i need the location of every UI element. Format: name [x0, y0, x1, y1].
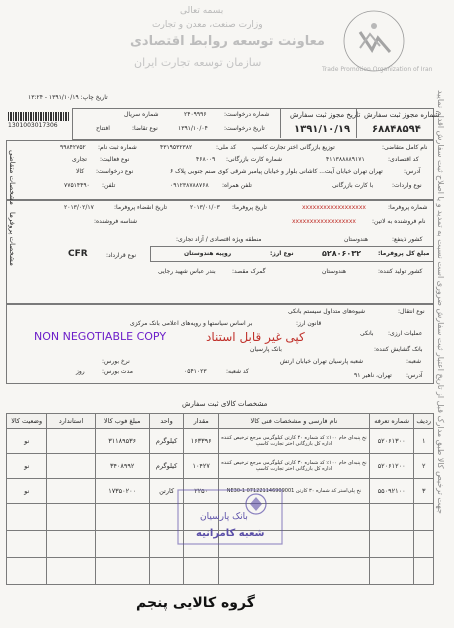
currency-source-label: عملیات ارزی: — [388, 330, 423, 337]
side-note — [436, 90, 450, 610]
cell-row: ۲ — [414, 454, 434, 479]
table-row — [7, 429, 434, 454]
economic-code-label: کد اقتصادی: — [388, 156, 419, 163]
header-line2: وزارت صنعت، معدن و تجارت — [152, 20, 263, 30]
national-id-label: کد ملی: — [216, 144, 237, 151]
header-line4: سازمان توسعه تجارت ایران — [134, 56, 262, 69]
branch-value: شعبه پارسیان تهران خیابان ارتش — [280, 358, 364, 365]
proforma-section-label: مشخصات پروفرما — [8, 212, 16, 266]
cell-desc: نخ پلی‌استر کد شماره ۳۰ کارتن NE30-1 071221146909001 — [219, 479, 370, 504]
seller-latin-label: نام فروشنده به لاتین: — [372, 218, 426, 225]
contract-value: CFR — [68, 249, 88, 259]
registry-value: ۹۹۸۴۲۷۵۲ — [60, 144, 86, 151]
side-note-text: جهت ترخیص کالا طبق مدارک قبل از تاریخ اعتبار ثبت سفارش ضروری است نسبت به تمدید و یا اصلاح ثبت سفارش اقدام نمایید — [436, 90, 445, 514]
stamp-line1: بانک پارسیان — [200, 512, 248, 522]
proforma-expiry-value: ۲۰۱۳/۰۲/۱۷ — [64, 204, 94, 211]
cell-standard — [47, 454, 95, 479]
cell-desc: نخ پنبه‌ای خام ۱۰۰٪ کد شماره ۳۰ کارتن کیلوگرمی مرجع ترخیص کننده اداره کل بازرگانی اختر تجارت کاسپ — [219, 454, 370, 479]
producer-country-label: کشور تولید کننده: — [378, 268, 423, 275]
cell-unit: کیلوگرم — [149, 429, 184, 454]
barcode-number: 1301003017306 — [8, 122, 58, 129]
commerce-card-value: ۴۶۸۰۰۹ — [196, 156, 216, 163]
applicant-name-label: نام کامل متقاضی: — [382, 144, 428, 151]
request-kind-value: کالا — [76, 168, 85, 175]
activity-value: تجاری — [72, 156, 87, 163]
currency-source-value: بانکی — [360, 330, 374, 337]
registry-label: شماره ثبت نام: — [98, 144, 137, 151]
national-id-value: ۴۳۱۹۵۳۲۳۸۲ — [160, 144, 193, 151]
seller-id-label: شناسه فروشنده: — [94, 218, 138, 225]
exchange-label: نرخ بورس: — [102, 358, 130, 365]
mobile-label: تلفن همراه: — [222, 182, 252, 189]
applicant-name-value: توزیع بازرگانی اختر تجارت کاسپ — [252, 144, 335, 151]
print-date — [28, 94, 108, 101]
goods-group-footer: گروه کالایی پنجم — [136, 595, 255, 611]
proforma-total-label: مبلغ کل پروفرما: — [378, 250, 430, 257]
cell-unit: کارتن — [149, 479, 184, 504]
bank-address-label: آدرس: — [406, 372, 423, 379]
cell-qty: ۲۲۵۰ — [184, 479, 219, 504]
col-desc: نام فارسی و مشخصات فنی کالا — [219, 414, 370, 429]
cell-fob: ۳۴۰۸۹۹۲ — [95, 454, 149, 479]
print-date-value: ۱۳۹۱/۱۰/۱۹ - ۱۳:۲۴ — [28, 94, 79, 101]
proforma-total-value: ۵۲۸۰۶۰۳۲ — [322, 249, 362, 258]
economic-code-value: ۴۱۱۳۸۸۸۸۹۱۷۱ — [326, 156, 365, 163]
col-status: وضعیت کالا — [7, 414, 47, 429]
branch-code-value: ۰۵۴۱۰۲۳ — [184, 368, 207, 375]
phone-label: تلفن: — [102, 182, 116, 189]
cell-row: ۱ — [414, 429, 434, 454]
watermark-en: NON NEGOTIABLE COPY — [34, 330, 167, 343]
proforma-number-label: شماره پروفرما: — [388, 204, 428, 211]
table-row — [7, 454, 434, 479]
cell-tariff: ۵۵۰۹۲۱۰۰ — [369, 479, 414, 504]
request-type-label: نوع تقاضا: — [132, 125, 158, 132]
cell-fob: ۳۱۱۸۹۵۳۶ — [95, 429, 149, 454]
import-type-label: نوع واردات: — [392, 182, 422, 189]
branch-label: شعبه: — [406, 358, 421, 365]
applicant-section-label: مشخصات متقاضی — [8, 150, 16, 205]
col-tariff: شماره تعرفه — [369, 414, 414, 429]
customs-value: بندر عباس شهید رجایی — [158, 268, 216, 275]
address-value: تهران تهران خیابان آیت... کاشانی بلوار و خیابان پیامبر شرقی کوی صنم جنوبی پلاک ۶ — [170, 168, 383, 175]
request-number-label: شماره درخواست: — [224, 111, 270, 118]
address-label: آدرس: — [404, 168, 421, 175]
barcode — [8, 112, 70, 121]
tpo-logo — [320, 8, 428, 74]
col-fob: مبلغ فوب کالا — [95, 414, 149, 429]
print-date-label: تاریخ چاپ: — [80, 94, 108, 101]
col-unit: واحد — [149, 414, 184, 429]
import-type-value: با کارت بازرگانی — [332, 182, 374, 189]
stamp-line2: شعبه کامرانیه — [196, 528, 265, 539]
cell-status: نو — [7, 479, 47, 504]
col-standard: استاندارد — [47, 414, 95, 429]
col-row: ردیف — [414, 414, 434, 429]
request-date-label: تاریخ درخواست: — [224, 125, 265, 132]
currency-label: نوع ارز: — [270, 250, 294, 257]
order-number-value: ۶۸۸۴۸۵۹۴ — [372, 124, 421, 135]
request-date-value: ۱۳۹۱/۱۰/۰۴ — [178, 125, 208, 132]
law-value: بر اساس سیاستها و رویه‌های اعلامی بانک مرکزی — [130, 320, 253, 327]
serial-label: شماره سریال — [124, 111, 159, 118]
contract-label: نوع قرارداد: — [106, 252, 137, 259]
cell-row: ۳ — [414, 479, 434, 504]
cell-tariff: ۵۲۰۶۱۲۰۰ — [369, 454, 414, 479]
watermark-fa: کپی غیر قابل استناد — [206, 330, 305, 344]
proforma-date-label: تاریخ پروفرما: — [232, 204, 267, 211]
cell-status: نو — [7, 454, 47, 479]
commerce-card-label: شماره کارت بازرگانی: — [226, 156, 283, 163]
request-type-value: افتتاح — [96, 125, 110, 132]
cell-standard — [47, 429, 95, 454]
cell-qty: ۱۶۳۳۹۶ — [184, 429, 219, 454]
cell-qty: ۱۰۴۲۷ — [184, 454, 219, 479]
duration-label: مدت بورس: — [102, 368, 133, 375]
cell-fob: ۱۷۳۵۰۲۰۰ — [95, 479, 149, 504]
customs-label: گمرک مقصد: — [232, 268, 266, 275]
transfer-value: شیوه‌های متداول سیستم بانکی — [288, 308, 366, 315]
proforma-number-value: xxxxxxxxxxxxxxxxxx — [302, 204, 366, 211]
branch-code-label: کد شعبه: — [226, 368, 249, 375]
cell-unit: کیلوگرم — [149, 454, 184, 479]
phone-value: ۷۷۵۱۴۴۹۰ — [64, 182, 90, 189]
cell-desc: نخ پنبه‌ای خام ۱۰۰٪ کد شماره ۴۰ کارتن کیلوگرمی مرجع ترخیص کننده اداره کل بازرگانی اختر تجارت کاسپ — [219, 429, 370, 454]
order-date-label: تاریخ مجوز ثبت سفارش — [290, 111, 361, 119]
goods-title: مشخصات کالای ثبت سفارش — [182, 400, 268, 408]
table-row-empty — [7, 558, 434, 585]
duration-value: روز — [76, 368, 85, 375]
bank-address-value: تهران، ناهیر ۹۱ — [354, 372, 392, 379]
activity-label: نوع فعالیت: — [100, 156, 130, 163]
cell-status: نو — [7, 429, 47, 454]
proforma-date-value: ۲۰۱۳/۰۱/۰۳ — [190, 204, 220, 211]
mobile-value: ۰۹۱۲۳۸۷۸۸۷۶۸ — [170, 182, 209, 189]
law-label: قانون ارز: — [296, 320, 322, 327]
proforma-expiry-label: تاریخ انقضاء پروفرما: — [114, 204, 168, 211]
transfer-label: نوع انتقال: — [398, 308, 425, 315]
bank-value: بانک پارسیان — [250, 346, 282, 353]
producer-country-value: هندوستان — [322, 268, 347, 275]
header-line1: بسمه تعالی — [180, 6, 224, 16]
request-kind-label: نوع درخواست: — [96, 168, 134, 175]
order-number-label: شماره مجوز ثبت سفارش — [364, 111, 440, 119]
bank-label: بانک گشایش کننده: — [374, 346, 423, 353]
seller-latin-value: xxxxxxxxxxxxxxxxxx — [292, 218, 356, 225]
request-number-value: ۲۴۰۹۹۹۶ — [184, 111, 207, 118]
logo-caption: Trade Promotion Organization of Iran — [322, 66, 433, 73]
cell-tariff: ۵۲۰۶۱۳۰۰ — [369, 429, 414, 454]
free-zone-label: منطقه ویژه اقتصادی / آزاد تجاری: — [176, 236, 262, 243]
cell-standard — [47, 479, 95, 504]
header-line3: معاونت توسعه روابط اقتصادی — [130, 34, 325, 49]
currency-value: روپیه هندوستان — [184, 250, 232, 257]
col-qty: مقدار — [184, 414, 219, 429]
order-date-value: ۱۳۹۱/۱۰/۱۹ — [294, 124, 351, 135]
origin-value: هندوستان — [344, 236, 369, 243]
origin-label: کشور ذینفع: — [392, 236, 423, 243]
